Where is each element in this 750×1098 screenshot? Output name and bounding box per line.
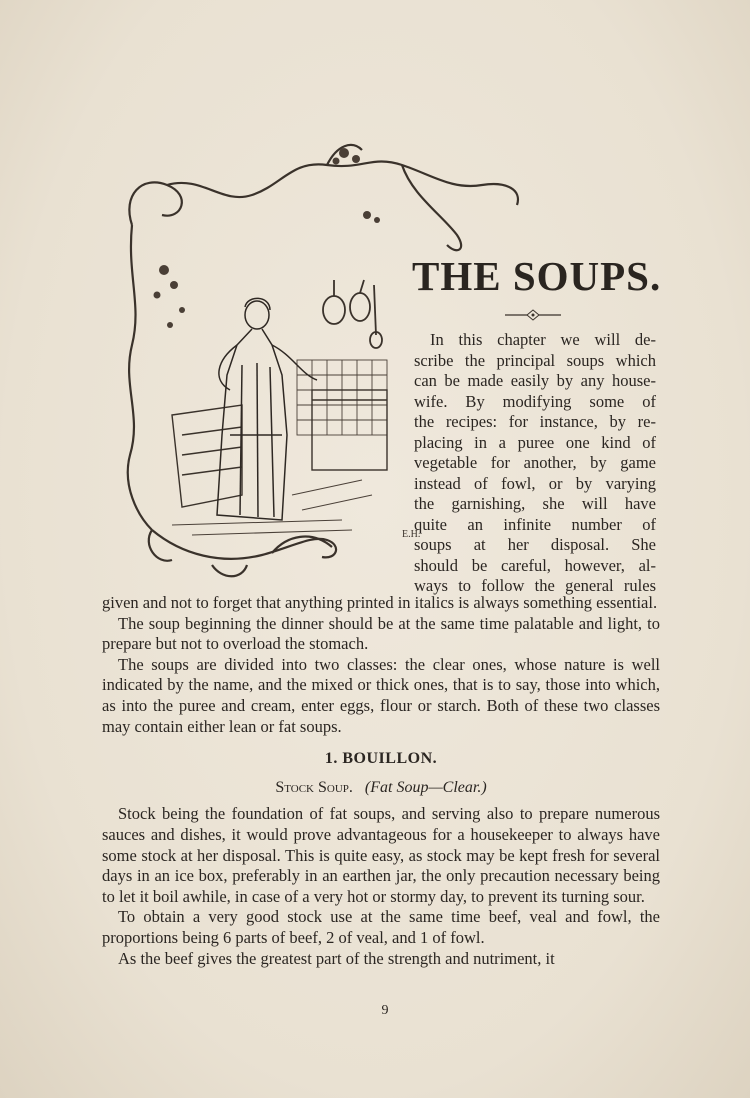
paragraph: Stock being the foundation of fat soups, and serving also to prepare numerous sauces and dishes, it would prove advantageous for a housekeeper to always have some stock at her disposal. This is quite easy, as stock may be kept fresh for several days in an ice box, preferably in an earthen jar, the only precaution necessary being to let it boil awhile, in case of a very hot or stormy day, to prevent its turning sour.: [102, 804, 660, 906]
recipe-name: Stock Soup.: [275, 778, 353, 796]
kitchen-floor: [172, 480, 372, 535]
section-heading: 1. BOUILLON.: [324, 750, 438, 768]
recipe-type: (Fat Soup—Clear.): [364, 778, 487, 796]
paragraph: The soup beginning the dinner should be at the same time palatable and light, to prepare but not to overload the stomach.: [102, 613, 660, 654]
paragraph: As the beef gives the greatest part of the strength and nutriment, it: [118, 948, 555, 968]
kitchen-stove: [172, 390, 387, 507]
intro-line: scribe the principal soups which: [414, 350, 656, 370]
intro-line: the garnishing, she will have: [414, 494, 656, 513]
illustration-signature: E.H.: [402, 529, 421, 540]
intro-line: placing in a puree one kind of: [414, 432, 656, 452]
paragraph: The soups are divided into two classes: the clear ones, whose nature is well indicated by the name, and the mixed or thick ones, that is to say, those into which, as into the puree and cream, enter eggs, flour or starch. Both of these two classes may contain either lean or fat soups.: [102, 654, 660, 736]
intro-continuation: given and not to forget that anything printed in italics is always something essential.: [102, 593, 658, 612]
intro-line: vegetable for another, by game: [414, 453, 656, 472]
intro-line: the recipes: for instance, by re-: [414, 412, 656, 431]
intro-paragraph: [414, 330, 656, 597]
page-number: 9: [381, 1003, 389, 1018]
intro-line: soups at her disposal. She: [414, 535, 656, 554]
intro-line: should be careful, however, al-: [414, 555, 656, 575]
intro-line: wife. By modifying some of: [414, 391, 656, 411]
intro-line: can be made easily by any house-: [414, 371, 656, 390]
intro-line: ways to follow the general rules: [414, 576, 656, 595]
intro-line: quite an infinite number of: [414, 514, 656, 534]
intro-line: In this chapter we will de-: [430, 330, 656, 349]
paragraph: To obtain a very good stock use at the same time beef, veal and fowl, the proportions being 6 parts of beef, 2 of veal, and 1 of fowl.: [102, 907, 660, 947]
woman-figure: [217, 298, 317, 520]
body-text: [102, 593, 660, 969]
chapter-title: THE SOUPS.: [412, 253, 662, 299]
recipe-subheading: [102, 778, 660, 799]
tiled-wall: [297, 360, 387, 435]
title-ornament-icon: [503, 308, 563, 322]
intro-line: instead of fowl, or by varying: [414, 473, 656, 493]
hanging-pans: [323, 280, 382, 348]
